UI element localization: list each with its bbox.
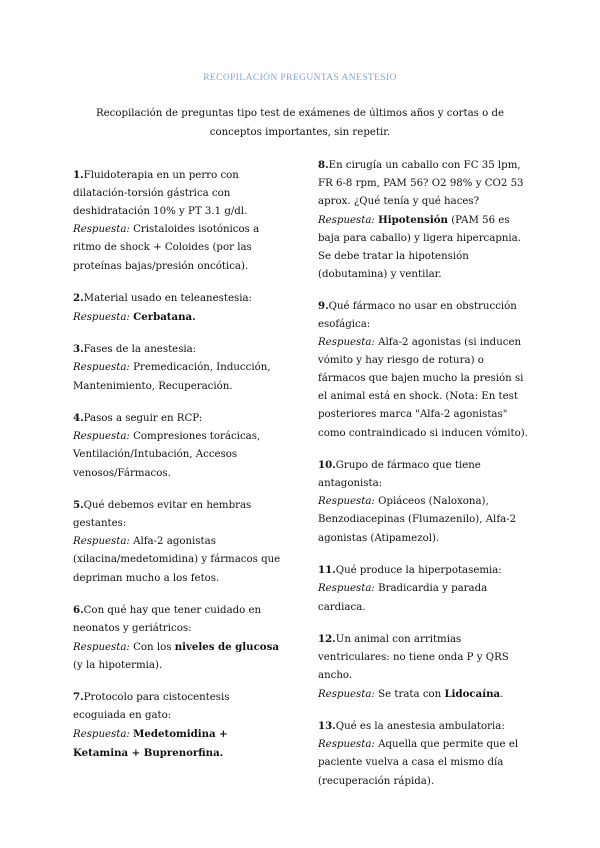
question-text: Qué fármaco no usar en obstrucción esofágica: <box>318 301 517 330</box>
response-label: Respuesta: <box>73 729 130 740</box>
answer-text: Alfa-2 agonistas (si inducen vómito y hay riesgo de rotura) o fármacos que bajen mucho la presión si el animal está en shock. (Nota: En test posteriores marca "Alfa-2 agonistas" como contraindicado si inducen vómito). <box>318 337 528 439</box>
response-label: Respuesta: <box>73 224 130 235</box>
answer-bold: niveles de glucosa <box>174 641 279 653</box>
question-number: 10. <box>318 459 336 471</box>
question-item <box>318 630 532 704</box>
question-text: Pasos a seguir en RCP: <box>83 413 203 424</box>
question-item <box>318 717 532 791</box>
left-column <box>73 166 285 776</box>
question-item <box>73 166 285 276</box>
question-item <box>318 561 532 617</box>
question-text: Fases de la anestesia: <box>83 344 197 355</box>
question-number: 3. <box>73 343 84 355</box>
question-item <box>73 409 285 483</box>
question-item <box>73 496 285 588</box>
question-text: En cirugía un caballo con FC 35 lpm, FR 6-8 rpm, PAM 56? O2 98% y CO2 53 aprox. ¿Qué tenía y qué haces? <box>318 160 524 207</box>
question-number: 8. <box>318 159 329 171</box>
question-number: 4. <box>73 412 84 424</box>
question-item <box>318 156 532 284</box>
question-item <box>73 688 285 763</box>
answer-text-after: . <box>500 689 504 700</box>
question-text: Material usado en teleanestesia: <box>83 293 252 304</box>
question-text: Un animal con arritmias ventriculares: no tiene onda P y QRS ancho. <box>318 634 509 681</box>
answer-bold: Medetomidina + Ketamina + Buprenorfina. <box>73 728 228 759</box>
answer-text: Compresiones torácicas, Ventilación/Intubación, Accesos venosos/Fármacos. <box>73 431 261 479</box>
answer-text: Se trata con <box>378 689 445 700</box>
answer-text: Aquella que permite que el paciente vuelva a casa el mismo día (recuperación rápida). <box>318 739 519 787</box>
question-item <box>318 297 532 443</box>
response-label: Respuesta: <box>318 496 375 507</box>
question-number: 6. <box>73 604 84 616</box>
question-number: 2. <box>73 292 84 304</box>
question-number: 1. <box>73 169 84 181</box>
answer-bold: Lidocaína <box>444 688 501 700</box>
right-column <box>318 156 532 804</box>
question-number: 11. <box>318 564 336 576</box>
question-item <box>73 289 285 327</box>
response-label: Respuesta: <box>318 689 375 700</box>
page-title: RECOPILACIÓN PREGUNTAS ANESTESIO <box>203 73 397 83</box>
response-label: Respuesta: <box>318 337 375 348</box>
answer-bold: Cerbatana. <box>133 311 196 323</box>
question-number: 12. <box>318 633 336 645</box>
response-label: Respuesta: <box>73 431 130 442</box>
response-label: Respuesta: <box>318 583 375 594</box>
question-text: Fluidoterapia en un perro con dilatación-torsión gástrica con deshidratación 10% y PT 3.1 g/dl. <box>73 170 248 217</box>
question-item <box>73 601 285 675</box>
response-label: Respuesta: <box>318 215 375 226</box>
intro-paragraph: Recopilación de preguntas tipo test de exámenes de últimos años y cortas o de conceptos importantes, sin repetir. <box>95 108 505 138</box>
question-number: 13. <box>318 720 336 732</box>
question-text: Con qué hay que tener cuidado en neonatos y geriátricos: <box>73 605 262 634</box>
question-number: 9. <box>318 300 329 312</box>
answer-text: Opiáceos (Naloxona), Benzodiacepinas (Flumazenilo), Alfa-2 agonistas (Atipamezol). <box>318 496 517 544</box>
question-number: 5. <box>73 499 84 511</box>
question-text: Qué produce la hiperpotasemia: <box>335 565 502 576</box>
answer-text-after: (PAM 56 es baja para caballo) y ligera hipercapnia. Se debe tratar la hipotensión (dobutamina) y ventilar. <box>318 215 521 280</box>
answer-text: Cristaloides isotónicos a ritmo de shock + Coloides (por las proteínas bajas/presión oncótica). <box>73 224 260 272</box>
question-number: 7. <box>73 691 84 703</box>
question-item <box>318 456 532 548</box>
question-text: Protocolo para cistocentesis ecoguiada en gato: <box>73 692 230 721</box>
question-item <box>73 340 285 396</box>
answer-text: Premedicación, Inducción, Mantenimiento, Recuperación. <box>73 362 271 392</box>
question-text: Qué debemos evitar en hembras gestantes: <box>73 500 252 529</box>
question-text: Grupo de fármaco que tiene antagonista: <box>318 460 481 489</box>
response-label: Respuesta: <box>73 362 130 373</box>
question-text: Qué es la anestesia ambulatoria: <box>335 721 505 732</box>
answer-text-after: (y la hipotermia). <box>73 660 163 671</box>
answer-text: Alfa-2 agonistas (xilacina/medetomidina) y fármacos que depriman mucho a los fetos. <box>73 536 281 584</box>
answer-bold: Hipotensión <box>378 214 448 226</box>
response-label: Respuesta: <box>73 642 130 653</box>
response-label: Respuesta: <box>73 312 130 323</box>
response-label: Respuesta: <box>318 739 375 750</box>
answer-text: Bradicardia y parada cardiaca. <box>318 583 488 613</box>
answer-text: Con los <box>133 642 175 653</box>
response-label: Respuesta: <box>73 536 130 547</box>
